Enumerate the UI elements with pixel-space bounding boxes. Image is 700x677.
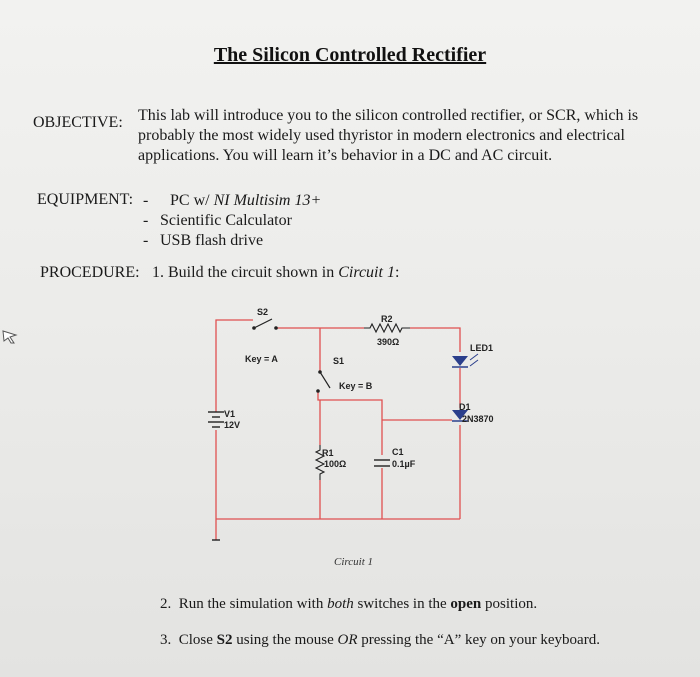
objective-label: OBJECTIVE: [33, 114, 123, 131]
led1-label: LED1 [470, 343, 494, 353]
s2-label: S2 [257, 307, 269, 317]
s1-key-label: Key = B [339, 381, 373, 391]
objective-line: probably the most widely used thyristor in modern electronics and electrical [138, 127, 625, 144]
battery-v1 [208, 412, 224, 427]
circuit-wires [216, 320, 460, 540]
procedure-step-2: 2. Run the simulation with both switches in the open position. [160, 596, 538, 612]
d1-label: D1 [459, 402, 471, 412]
resistor-r2 [364, 324, 410, 332]
procedure-step-3: 3. Close S2 using the mouse OR pressing the “A” key on your keyboard. [160, 632, 600, 648]
s2-key-label: Key = A [245, 354, 278, 364]
page-title: The Silicon Controlled Rectifier [213, 44, 487, 66]
c1-value: 0.1µF [392, 459, 416, 469]
cursor-icon [2, 330, 18, 344]
circuit-caption: Circuit 1 [334, 556, 374, 568]
r1-value: 100Ω [324, 459, 347, 469]
r1-label: R1 [322, 448, 334, 458]
equipment-label: EQUIPMENT: [37, 191, 134, 208]
led-icon [452, 354, 478, 367]
capacitor-c1 [374, 460, 390, 466]
objective-line: applications. You will learn it’s behavior in a DC and AC circuit. [138, 147, 553, 164]
v1-value: 12V [224, 420, 241, 430]
r2-label: R2 [381, 314, 393, 324]
v1-label: V1 [224, 409, 236, 419]
r2-value: 390Ω [377, 337, 400, 347]
switch-s2[interactable] [252, 319, 278, 330]
objective-line: This lab will introduce you to the silicon controlled rectifier, or SCR, which is [138, 107, 639, 124]
s1-label: S1 [333, 356, 345, 366]
equipment-item: - USB flash drive [143, 232, 264, 249]
procedure-label: PROCEDURE: [40, 264, 140, 281]
equipment-item: - Scientific Calculator [143, 212, 292, 229]
switch-s1[interactable] [316, 370, 330, 393]
d1-part: 2N3870 [462, 414, 494, 424]
procedure-step-1: 1. Build the circuit shown in Circuit 1: [152, 264, 400, 281]
equipment-item: - PC w/ NI Multisim 13+ [143, 192, 322, 209]
c1-label: C1 [392, 447, 404, 457]
